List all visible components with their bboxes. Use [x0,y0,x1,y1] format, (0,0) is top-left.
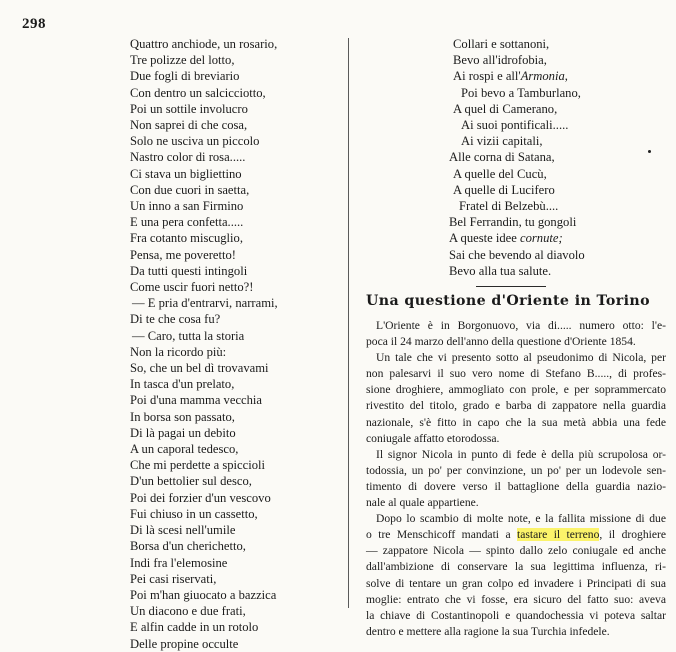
verse-line: Poi un sottile involucro [130,101,248,116]
verse-line: Da tutti questi intingoli [130,263,248,278]
verse-line: Un diacono e due frati, [130,604,246,619]
verse-line: A quelle di Lucifero [453,182,555,197]
paragraph-line: timento di dovere verso il battaglione della guardia nazio- [366,479,666,493]
italic-text: Armonia [520,69,565,84]
verse-line: A quel di Camerano, [453,101,558,116]
verse-line: In tasca d'un prelato, [130,377,235,392]
verse-text: A queste idee [449,231,520,246]
verse-line: Con due cuori in saetta, [130,182,250,197]
paragraph-line: dentro e mettere alla ragione la sua Turchia infedele. [366,624,610,638]
verse-line: Pensa, me poveretto! [130,247,236,262]
paragraph-line: L'Oriente è in Borgonuovo, via di..... numero otto: l'e- [376,319,666,332]
paragraph-line: nale al quale appartiene. [366,496,479,510]
verse-line: In borsa son passato, [130,409,235,424]
paragraph-line: nazionale, s'è fitto in capo che la sua metà abbia una fede [366,415,666,429]
paragraph-line: Il signor Nicola in punto di fede è della più scrupolosa or- [376,447,666,461]
section-end-rule [476,286,546,287]
verse-line: A un caporal tedesco, [130,442,239,457]
column-divider [348,38,349,608]
verse-line: Pei casi riservati, [130,571,217,586]
paragraph-line: Un tale che vi presento sotto al pseudonimo di Nicola, per [376,351,666,365]
verse-line: Nastro color di rosa..... [130,150,246,165]
verse-line: Indi fra l'elemosine [130,555,228,570]
verse-line: Collari e sottanoni, [453,37,550,51]
article-body [366,318,666,640]
verse-line: E alfin cadde in un rotolo [130,620,259,635]
verse-line: Un inno a san Firmino [130,199,244,214]
italic-text: cornute; [520,231,563,246]
verse-line: Ci stava un bigliettino [130,166,242,181]
paragraph-line: coniugale affatto etorodossa. [366,431,500,445]
verse-line: So, che un bel dì trovavami [130,361,269,376]
verse-line: Delle propine occulte [130,636,239,651]
paragraph-line: dall'ambizione di conservare la sua legittima influenza, ri- [366,560,666,574]
verse-line: Non la ricordo più: [130,344,227,359]
paragraph-line: — zappatore Nicola — spinto dallo zelo coniugale ed anche [366,544,666,558]
verse-line: — Caro, tutta la storia [132,328,245,343]
verse-line: Bevo all'idrofobia, [453,53,547,68]
page-number: 298 [22,16,46,32]
paragraph-line: la chiave di Costantinopoli e quandochessia vi poteva saltar [366,608,666,622]
verse-line: Non saprei di che cosa, [130,118,248,133]
verse-line: Fratel di Belzebù.... [459,199,559,214]
paragraph-line: non palesarvi il suo vero nome di Stefano B....., di profes- [366,367,666,381]
verse-line: Ai suoi pontificali..... [461,118,569,133]
verse-line: Di là pagai un debito [130,425,236,440]
verse-line: Quattro anchiode, un rosario, [130,37,278,51]
poem-left-column [116,36,331,652]
verse-line: Come uscir fuori netto?! [130,280,254,295]
verse-line: Bevo alla tua salute. [449,263,552,278]
paragraph-line [366,527,666,543]
verse-line: Ai vizii capitali, [461,134,543,149]
poem-right-column [445,36,660,279]
verse-line: Con dentro un salcicciotto, [130,85,266,100]
paragraph-line: todossia, un po' per convinzione, un po' per un lodevole sen- [366,463,666,477]
verse-line: Poi m'han giuocato a bazzica [130,587,277,602]
verse-line: Fui chiuso in un cassetto, [130,506,258,521]
paragraph-text: o tre Menschicoff mandati a [366,528,518,542]
verse-line: Borsa d'un cherichetto, [130,539,246,554]
verse-line: Solo ne usciva un piccolo [130,134,260,149]
paragraph-line: Dopo lo scambio di molte note, e la fallita missione di due [376,512,666,526]
article-title: Una questione d'Oriente in Torino [366,293,650,309]
verse-line: Bel Ferrandin, tu gongoli [449,215,577,230]
verse-line: Poi dei forzier d'un vescovo [130,490,271,505]
verse-line [445,68,660,84]
verse-line: E una pera confetta..... [130,215,244,230]
verse-line: — E pria d'entrarvi, narrami, [132,296,278,311]
verse-line: Che mi perdette a spiccioli [130,458,265,473]
paragraph-line: sione droghiere, ammogliato con prole, e per soprammercato [366,383,666,397]
verse-line: Alle corna di Satana, [449,150,555,165]
verse-line: A quelle del Cucù, [453,166,547,181]
verse-line: Fra cotanto miscuglio, [130,231,243,246]
verse-line: Di là scesi nell'umile [130,523,236,538]
paragraph-line: poca il 24 marzo dell'anno della questione d'Oriente 1854. [366,335,636,349]
paragraph-text: , il droghiere [599,528,666,542]
paragraph-line: solve di tentare un gran colpo ed invadere i Principati di sua [366,576,666,590]
verse-text: Ai rospi e all' [453,69,521,84]
verse-line: Di te che cosa fu? [130,312,221,327]
verse-line: Sai che bevendo al diavolo [449,247,585,262]
paragraph-line: moglie: entrato che vi fosse, era sicuro del fatto suo: aveva [366,592,666,606]
paragraph-line: rivestito del titolo, grado e barba di zappatore nella guardia [366,399,666,413]
highlighted-text: tastare il terreno [517,528,600,542]
verse-line: Poi bevo a Tamburlano, [461,85,581,100]
verse-line: Poi d'una mamma vecchia [130,393,263,408]
verse-text: , [564,69,568,84]
verse-line [445,230,660,246]
verse-line: D'un bettolier sul desco, [130,474,252,489]
verse-line: Tre polizze del lotto, [130,53,235,68]
verse-line: Due fogli di breviario [130,69,240,84]
ink-speck [648,150,651,153]
